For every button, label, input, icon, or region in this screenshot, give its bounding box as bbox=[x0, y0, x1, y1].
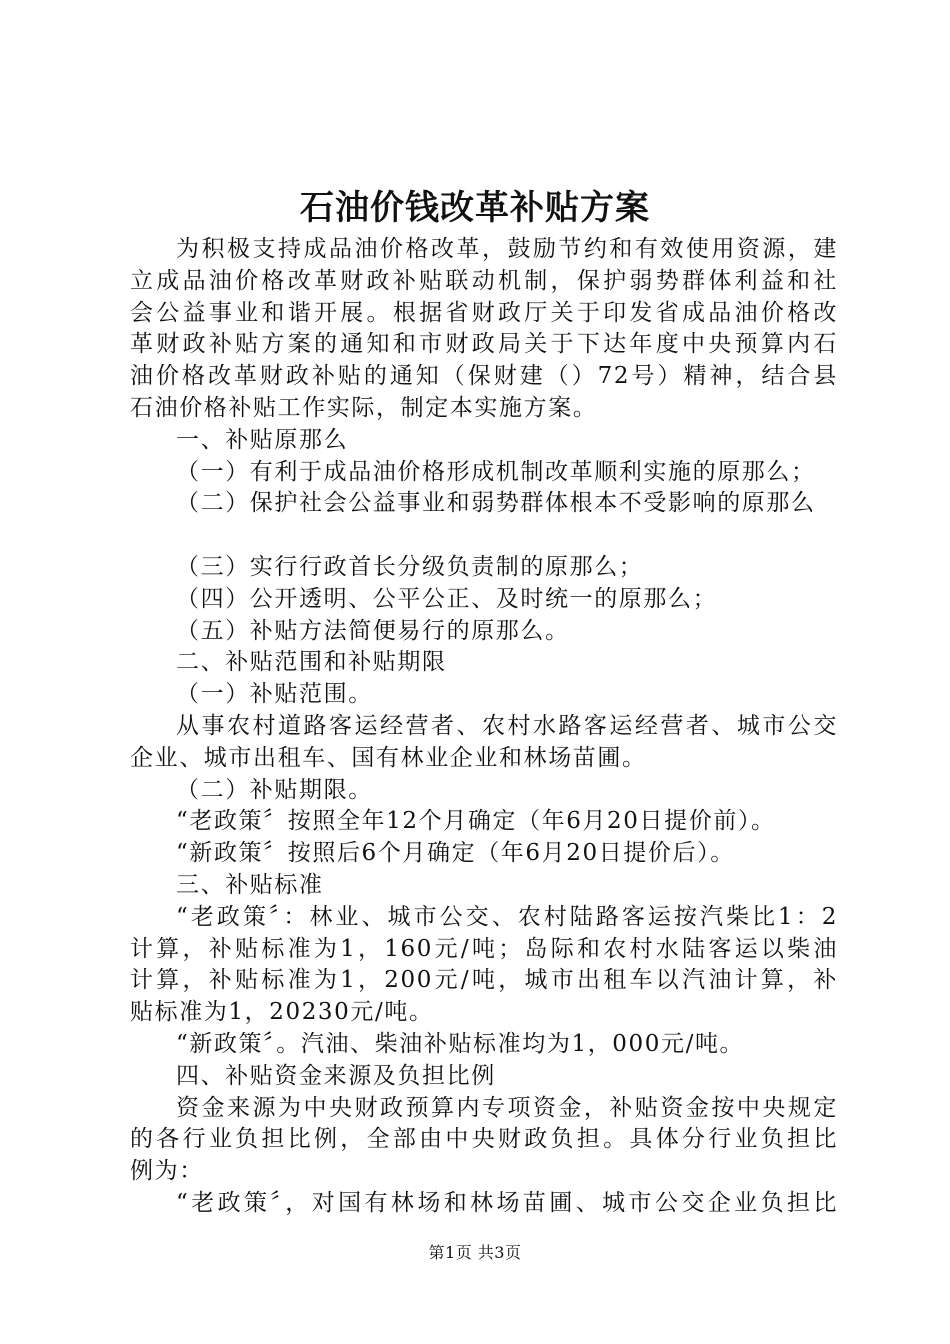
paragraph-line: “老政策〞，对国有林场和林场苗圃、城市公交企业负担比 bbox=[176, 1189, 838, 1216]
paragraph-line: 计算，补贴标准为1，160元/吨；岛际和农村水陆客运以柴油 bbox=[130, 935, 838, 962]
paragraph-line: （一）有利于成品油价格形成机制改革顺利实施的原那么； bbox=[176, 458, 816, 485]
paragraph-line: 例为： bbox=[130, 1158, 204, 1185]
paragraph-line: 会公益事业和谐开展。根据省财政厅关于印发省成品油价格改 bbox=[130, 299, 838, 326]
paragraph-line: 油价格改革财政补贴的通知（保财建（）72号）精神，结合县 bbox=[130, 363, 838, 390]
paragraph-line: “老政策〞按照全年12个月确定（年6月20日提价前）。 bbox=[176, 808, 776, 835]
paragraph-line: （二）保护社会公益事业和弱势群体根本不受影响的原那么 bbox=[176, 490, 816, 517]
paragraph-line: （三）实行行政首长分级负责制的原那么； bbox=[176, 553, 644, 580]
paragraph-line: 贴标准为1，20230元/吨。 bbox=[130, 999, 434, 1026]
paragraph-line: 革财政补贴方案的通知和市财政局关于下达年度中央预算内石 bbox=[130, 331, 838, 358]
paragraph-line: （五）补贴方法简便易行的原那么。 bbox=[176, 617, 570, 644]
paragraph-line: “新政策〞按照后6个月确定（年6月20日提价后）。 bbox=[176, 840, 735, 867]
paragraph-line: 计算，补贴标准为1，200元/吨，城市出租车以汽油计算，补 bbox=[130, 967, 838, 994]
paragraph-line: 的各行业负担比例，全部由中央财政负担。具体分行业负担比 bbox=[130, 1126, 838, 1153]
document-title: 石油价钱改革补贴方案 bbox=[300, 188, 650, 228]
page-footer: 第1页 共3页 bbox=[428, 1243, 522, 1262]
paragraph-line: （四）公开透明、公平公正、及时统一的原那么； bbox=[176, 585, 718, 612]
paragraph-line: 三、补贴标准 bbox=[176, 871, 324, 898]
paragraph-line: （二）补贴期限。 bbox=[176, 776, 373, 803]
blank-line bbox=[130, 520, 838, 552]
paragraph-line: 资金来源为中央财政预算内专项资金，补贴资金按中央规定 bbox=[176, 1094, 838, 1121]
paragraph-line: （一）补贴范围。 bbox=[176, 681, 373, 708]
paragraph-line: 立成品油价格改革财政补贴联动机制，保护弱势群体利益和社 bbox=[130, 267, 838, 294]
paragraph-line: 从事农村道路客运经营者、农村水路客运经营者、城市公交 bbox=[176, 712, 838, 739]
paragraph-line: 石油价格补贴工作实际，制定本实施方案。 bbox=[130, 394, 598, 421]
paragraph-line: 一、补贴原那么 bbox=[176, 426, 349, 453]
document-body bbox=[130, 234, 838, 1220]
paragraph-line: 四、补贴资金来源及负担比例 bbox=[176, 1062, 496, 1089]
paragraph-line: 为积极支持成品油价格改革，鼓励节约和有效使用资源，建 bbox=[176, 236, 838, 262]
paragraph-line: “老政策〞：林业、城市公交、农村陆路客运按汽柴比1：2 bbox=[176, 903, 838, 930]
paragraph-line: “新政策〞。汽油、柴油补贴标准均为1，000元/吨。 bbox=[176, 1030, 745, 1057]
paragraph-line: 二、补贴范围和补贴期限 bbox=[176, 649, 447, 676]
paragraph-line: 企业、城市出租车、国有林业企业和林场苗圃。 bbox=[130, 744, 647, 771]
